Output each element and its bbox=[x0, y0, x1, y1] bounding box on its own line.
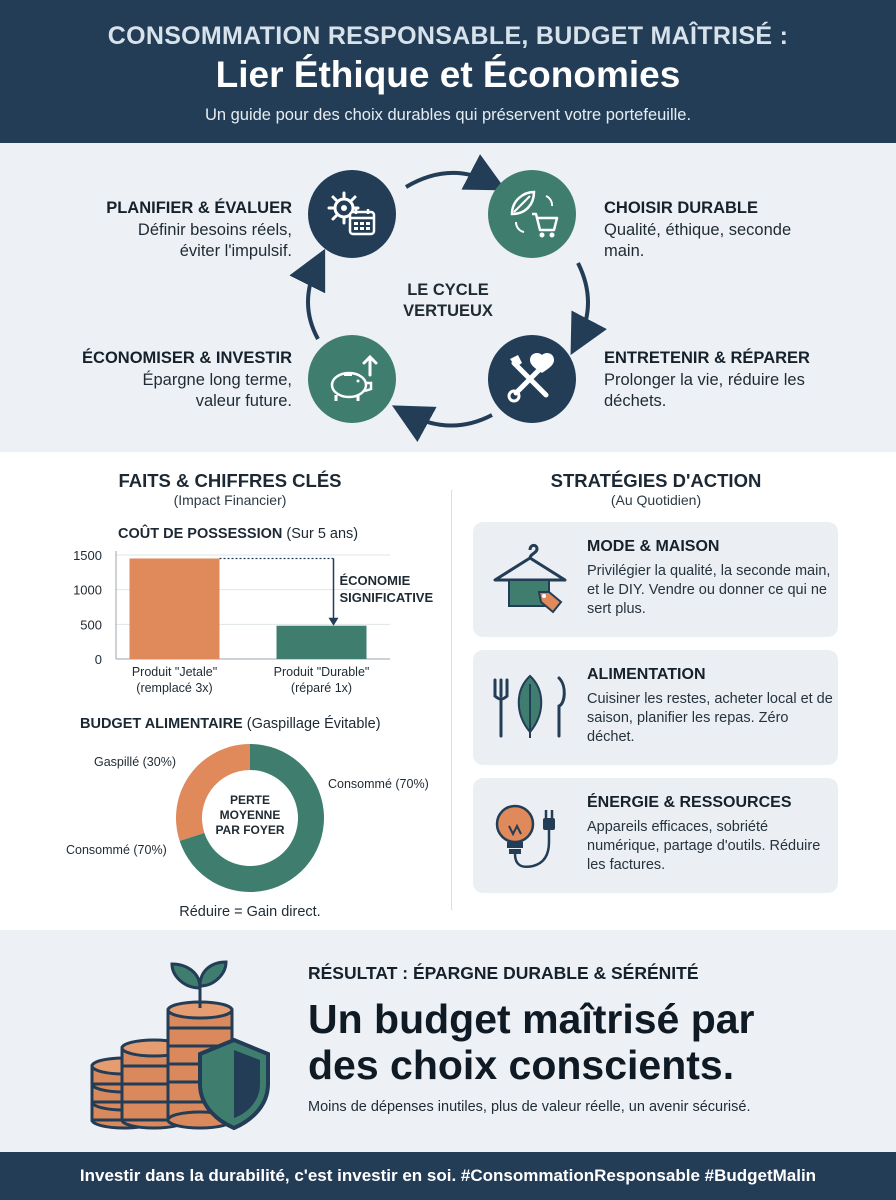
cycle-center-line2: VERTUEUX bbox=[403, 302, 493, 320]
virtuous-cycle-section bbox=[0, 143, 896, 452]
strategy-card-fashion bbox=[473, 522, 838, 637]
cycle-step-title: ÉCONOMISER & INVESTIR bbox=[82, 349, 292, 367]
pie-chart bbox=[50, 742, 450, 922]
cycle-step-text: main. bbox=[604, 242, 645, 260]
bar-chart-xtick: Produit "Jetale" bbox=[131, 665, 218, 679]
cycle-step-text: Qualité, éthique, seconde bbox=[604, 221, 792, 239]
cycle-step-text: valeur future. bbox=[195, 392, 292, 410]
cycle-center-line1: LE CYCLE bbox=[407, 281, 489, 299]
pie-chart-title-suffix: (Gaspillage Évitable) bbox=[246, 716, 381, 732]
result-eyebrow: RÉSULTAT : ÉPARGNE DURABLE & SÉRÉNITÉ bbox=[308, 963, 699, 983]
fork-leaf-knife-icon bbox=[487, 664, 573, 750]
strategy-text: Cuisiner les restes, acheter local et de saison, planifier les repas. Zéro déchet. bbox=[587, 691, 833, 745]
cycle-step-text: éviter l'impulsif. bbox=[179, 242, 292, 260]
piggy-bank-icon bbox=[322, 349, 382, 409]
facts-title: FAITS & CHIFFRES CLÉS bbox=[118, 470, 342, 491]
strategies-title: STRATÉGIES D'ACTION bbox=[550, 470, 762, 491]
strategy-icon-wrap bbox=[487, 664, 573, 750]
cycle-step-title: CHOISIR DURABLE bbox=[604, 199, 759, 217]
bar-chart-title bbox=[118, 526, 358, 542]
bar-chart-title-suffix: (Sur 5 ans) bbox=[286, 526, 359, 542]
strategy-title: ALIMENTATION bbox=[587, 666, 706, 683]
header-banner bbox=[0, 0, 896, 143]
facts-subtitle: (Impact Financier) bbox=[173, 492, 287, 508]
header-eyebrow: CONSOMMATION RESPONSABLE, BUDGET MAÎTRISÉ : bbox=[107, 22, 789, 50]
cycle-step-text: Épargne long terme, bbox=[142, 371, 292, 389]
pie-chart-slice-label: Consommé (70%) bbox=[328, 777, 429, 791]
bar-chart-title-main: COÛT DE POSSESSION bbox=[118, 526, 283, 542]
pie-chart-center-label: MOYENNE bbox=[219, 808, 281, 822]
gear-calendar-icon bbox=[322, 184, 382, 244]
cycle-node-save bbox=[308, 335, 396, 423]
bar-chart-ytick: 1000 bbox=[73, 582, 102, 598]
bar-chart-ytick: 1500 bbox=[73, 548, 102, 563]
leaf-cart-icon bbox=[502, 184, 562, 244]
cycle-label-repair bbox=[604, 348, 874, 412]
bar-chart-annotation: SIGNIFICATIVE bbox=[339, 590, 434, 605]
bar-chart-annotation: ÉCONOMIE bbox=[339, 573, 411, 588]
result-headline-line1: Un budget maîtrisé par bbox=[308, 996, 755, 1042]
bar-chart-xtick: Produit "Durable" bbox=[273, 665, 370, 679]
pie-chart-caption: Réduire = Gain direct. bbox=[179, 904, 321, 920]
cycle-step-text: Prolonger la vie, réduire les bbox=[604, 371, 805, 389]
bar-chart-ytick: 500 bbox=[80, 617, 102, 633]
cycle-label-choose bbox=[604, 198, 864, 262]
cycle-label-plan bbox=[40, 198, 292, 262]
strategy-icon-wrap bbox=[487, 792, 573, 878]
cycle-step-text: déchets. bbox=[604, 392, 667, 410]
strategy-title: ÉNERGIE & RESSOURCES bbox=[587, 794, 792, 811]
bulb-plug-icon bbox=[487, 792, 573, 878]
footer-banner: Investir dans la durabilité, c'est investir en soi. #ConsommationResponsable #BudgetMalin bbox=[0, 1152, 896, 1200]
pie-chart-center-label: PAR FOYER bbox=[215, 823, 285, 837]
cycle-label-save bbox=[40, 348, 292, 412]
result-text: Moins de dépenses inutiles, plus de valeur réelle, un avenir sécurisé. bbox=[308, 1099, 751, 1115]
strategy-card-energy bbox=[473, 778, 838, 893]
strategy-card-food bbox=[473, 650, 838, 765]
strategy-text: Privilégier la qualité, la seconde main, et le DIY. Vendre ou donner ce qui ne sert plus. bbox=[587, 563, 831, 617]
cycle-step-title: PLANIFIER & ÉVALUER bbox=[106, 199, 292, 217]
bar-chart-bar bbox=[277, 626, 367, 659]
tools-heart-icon bbox=[502, 349, 562, 409]
bar-chart-bar bbox=[130, 558, 220, 659]
pie-chart-slice-label: Consommé (70%) bbox=[66, 843, 167, 857]
pie-chart-title bbox=[80, 716, 381, 732]
column-divider bbox=[451, 490, 452, 910]
cycle-center-label bbox=[374, 280, 522, 322]
bar-chart-xtick: (remplacé 3x) bbox=[136, 681, 213, 695]
coins-sprout-shield-icon bbox=[84, 952, 284, 1132]
cycle-node-plan bbox=[308, 170, 396, 258]
page-title: Lier Éthique et Économies bbox=[215, 54, 681, 95]
pie-chart-title-main: BUDGET ALIMENTAIRE bbox=[80, 716, 243, 732]
cycle-node-repair bbox=[488, 335, 576, 423]
bar-chart-xtick: (réparé 1x) bbox=[290, 681, 353, 695]
cycle-step-text: Définir besoins réels, bbox=[137, 221, 292, 239]
pie-chart-slice-label: Gaspillé (30%) bbox=[94, 755, 176, 769]
hanger-tag-icon bbox=[487, 536, 573, 622]
pie-chart-center-label: PERTE bbox=[229, 793, 271, 807]
result-headline bbox=[308, 996, 868, 1088]
bar-chart bbox=[60, 547, 440, 702]
strategies-subtitle: (Au Quotidien) bbox=[610, 492, 702, 508]
strategy-text: Appareils efficaces, sobriété numérique, partage d'outils. Réduire les factures. bbox=[587, 819, 821, 873]
cycle-node-choose bbox=[488, 170, 576, 258]
bar-chart-ytick: 0 bbox=[94, 652, 102, 667]
strategy-icon-wrap bbox=[487, 536, 573, 622]
middle-section bbox=[0, 452, 896, 930]
page-subtitle: Un guide pour des choix durables qui préservent votre portefeuille. bbox=[204, 106, 692, 124]
cycle-step-title: ENTRETENIR & RÉPARER bbox=[604, 349, 810, 367]
strategy-title: MODE & MAISON bbox=[587, 538, 720, 555]
result-section bbox=[0, 930, 896, 1152]
result-headline-line2: des choix conscients. bbox=[308, 1042, 735, 1088]
